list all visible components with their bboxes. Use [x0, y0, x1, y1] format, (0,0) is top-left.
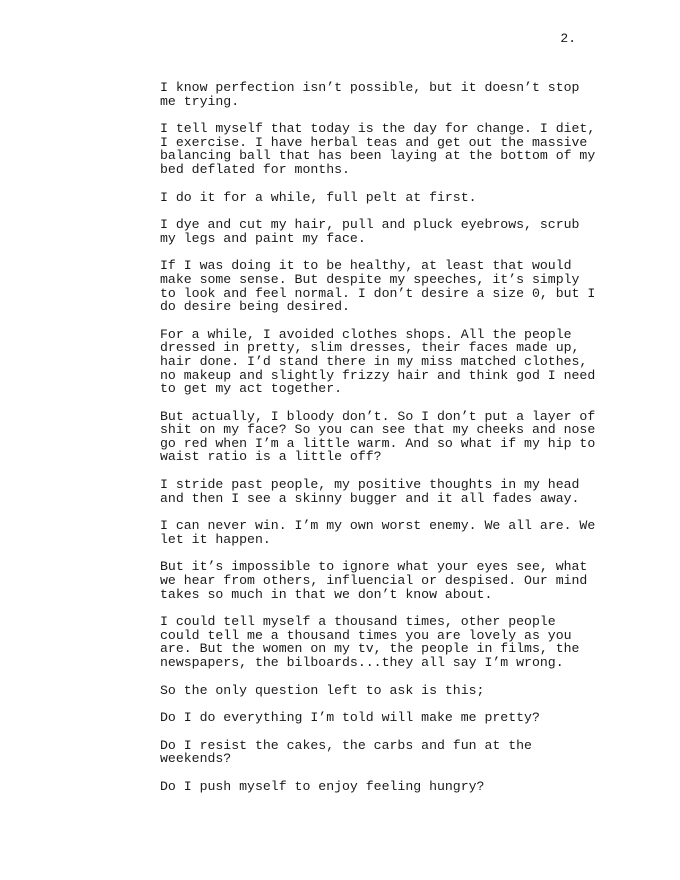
paragraph: I know perfection isn’t possible, but it doesn’t stop me trying.	[160, 80, 580, 109]
paragraph: So the only question left to ask is this;	[160, 682, 485, 698]
paragraph: I tell myself that today is the day for change. I diet, I exercise. I have herbal teas and get out the massive balancing ball that has been laying at the bottom of my bed deflated for months.	[160, 121, 596, 177]
paragraph: If I was doing it to be healthy, at least that would make some sense. But despite my speeches, it’s simply to look and feel normal. I don’t desire a size 0, but I do desire being desired.	[160, 258, 596, 315]
page-number: 2.	[560, 31, 576, 46]
paragraph: But actually, I bloody don’t. So I don’t put a layer of shit on my face? So you can see that my cheeks and nose go red when I’m a little warm. And so what if my hip to waist ratio is a little off?	[160, 408, 596, 465]
paragraph: I do it for a while, full pelt at first.	[160, 189, 477, 205]
paragraph: For a while, I avoided clothes shops. All the people dressed in pretty, slim dresses, their faces made up, hair done. I’d stand there in my miss matched clothes, no makeup and slightly frizzy hair and think god I need to get my act together.	[160, 326, 596, 397]
paragraph: Do I resist the cakes, the carbs and fun at the weekends?	[160, 737, 532, 767]
paragraph: I could tell myself a thousand times, other people could tell me a thousand times you are lovely as you are. But the women on my tv, the people in films, the newspapers, the bilboards...they all say I’m wrong.	[160, 614, 580, 670]
paragraph: Do I do everything I’m told will make me pretty?	[160, 710, 540, 726]
paragraph: I dye and cut my hair, pull and pluck eyebrows, scrub my legs and paint my face.	[160, 217, 580, 246]
paragraph: But it’s impossible to ignore what your eyes see, what we hear from others, influencial or despised. Our mind takes so much in that we don’t know about.	[160, 559, 588, 602]
document-body	[160, 81, 604, 808]
paragraph: Do I push myself to enjoy feeling hungry?	[160, 778, 485, 794]
paragraph: I can never win. I’m my own worst enemy. We all are. We let it happen.	[160, 518, 596, 547]
paragraph: I stride past people, my positive thoughts in my head and then I see a skinny bugger and it all fades away.	[160, 477, 580, 506]
